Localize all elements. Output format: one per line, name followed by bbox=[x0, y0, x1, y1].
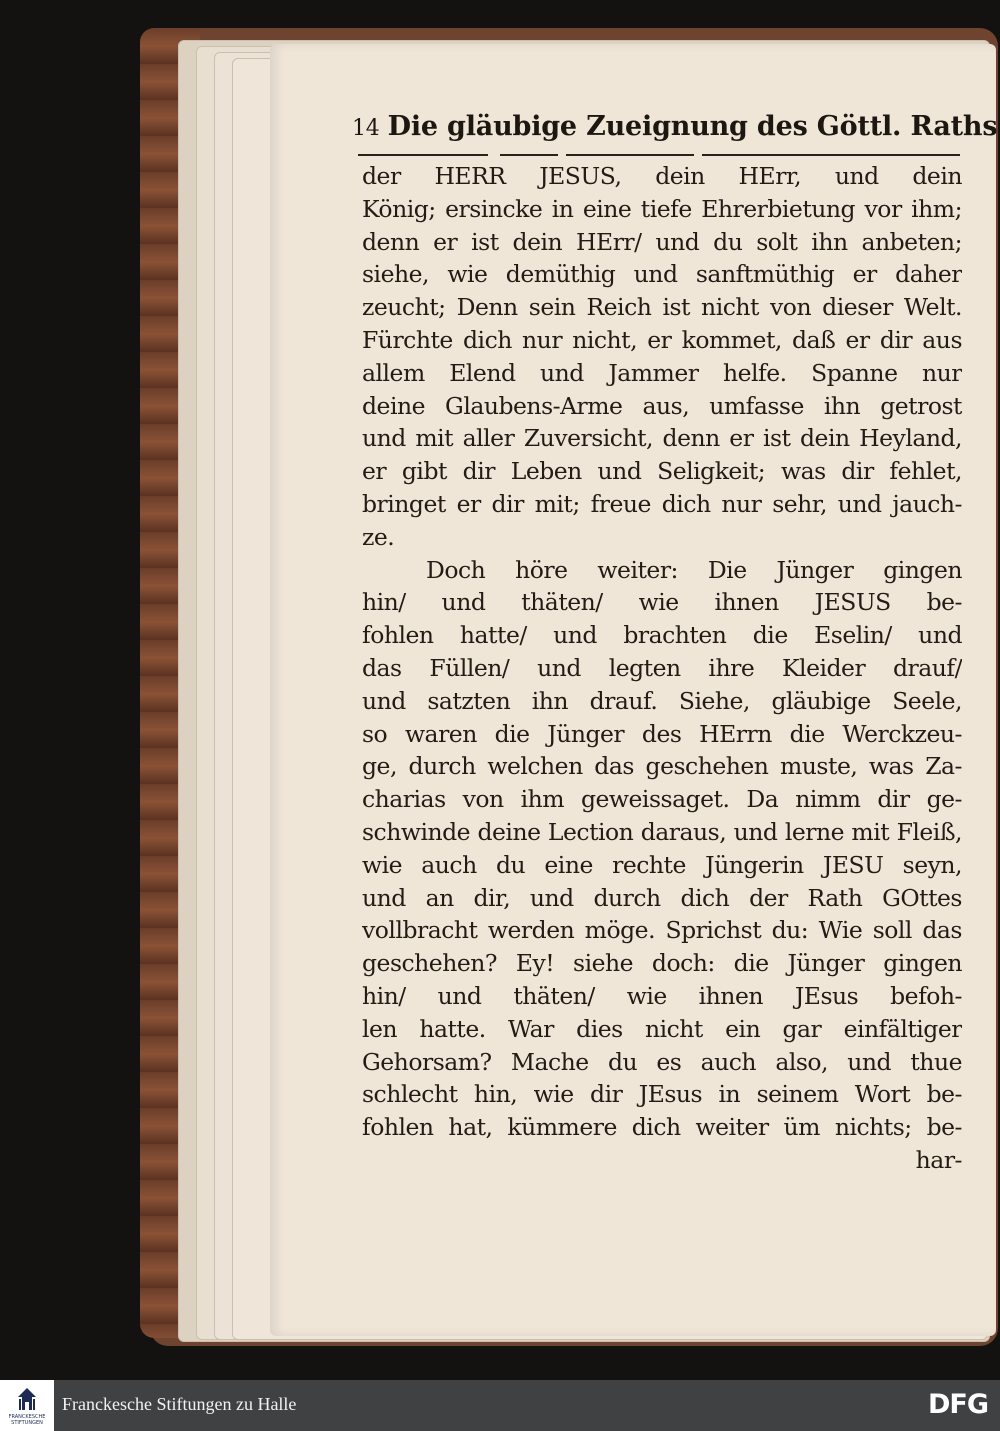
text-line: so waren die Jünger des HErrn die Werckzeu- bbox=[362, 719, 962, 748]
page-text bbox=[362, 160, 962, 1177]
header-rule bbox=[702, 154, 960, 156]
logo-caption: FRANCKESCHE STIFTUNGEN bbox=[8, 1414, 46, 1426]
text-line: König; ersincke in eine tiefe Ehrerbietung vor ihm; bbox=[362, 194, 962, 223]
text-line: geschehen? Ey! siehe doch: die Jünger gingen bbox=[362, 949, 962, 978]
text-line: fohlen hatte/ und brachten die Eselin/ und bbox=[362, 621, 962, 650]
text-line: der HERR JESUS, dein HErr, und dein bbox=[362, 162, 962, 190]
text-line: Gehorsam? Mache du es auch also, und thue bbox=[362, 1047, 962, 1076]
text-line: deine Glaubens-Arme aus, umfasse ihn getrost bbox=[362, 391, 962, 420]
running-title: Die gläubige Zueignung des Göttl. Raths bbox=[387, 111, 998, 142]
institution-name-link[interactable]: Franckesche Stiftungen zu Halle bbox=[62, 1394, 297, 1414]
institution-logo[interactable] bbox=[0, 1380, 54, 1431]
text-line: das Füllen/ und legten ihre Kleider drauf/ bbox=[362, 653, 962, 682]
text-line: fohlen hat, kümmere dich weiter üm nichts; be- bbox=[362, 1113, 962, 1142]
page-header bbox=[352, 111, 998, 151]
text-line: bringet er dir mit; freue dich nur sehr, und jauch- bbox=[362, 489, 962, 518]
text-line: und an dir, und durch dich der Rath GOttes bbox=[362, 883, 962, 912]
text-line: charias von ihm geweissaget. Da nimm dir ge- bbox=[362, 785, 962, 814]
text-line: ge, durch welchen das geschehen muste, was Za- bbox=[362, 752, 962, 781]
text-line: denn er ist dein HErr/ und du solt ihn anbeten; bbox=[362, 227, 962, 256]
dfg-logo[interactable]: DFG bbox=[927, 1389, 988, 1420]
institution-logo-icon bbox=[14, 1386, 40, 1412]
text-line: Fürchte dich nur nicht, er kommet, daß er dir aus bbox=[362, 325, 962, 354]
viewer-footer-bar bbox=[0, 1380, 1000, 1431]
text-line: siehe, wie demüthig und sanftmüthig er daher bbox=[362, 260, 962, 289]
text-line: schlecht hin, wie dir JEsus in seinem Wort be- bbox=[362, 1080, 962, 1109]
header-rule bbox=[566, 154, 694, 156]
text-line: schwinde deine Lection daraus, und lerne mit Fleiß, bbox=[362, 817, 962, 846]
text-line: hin/ und thäten/ wie ihnen JEsus befoh- bbox=[362, 981, 962, 1010]
text-line: zeucht; Denn sein Reich ist nicht von dieser Welt. bbox=[362, 293, 962, 322]
text-line: und satzten ihn drauf. Siehe, gläubige Seele, bbox=[362, 686, 962, 715]
text-line: allem Elend und Jammer helfe. Spanne nur bbox=[362, 358, 962, 387]
text-line: hin/ und thäten/ wie ihnen JESUS be- bbox=[362, 588, 962, 617]
text-line-indented: Doch höre weiter: Die Jünger gingen bbox=[426, 555, 962, 584]
text-line: len hatte. War dies nicht ein gar einfältiger bbox=[362, 1014, 962, 1043]
text-line: er gibt dir Leben und Seligkeit; was dir fehlet, bbox=[362, 457, 962, 486]
header-rule bbox=[500, 154, 558, 156]
text-line: ze. bbox=[362, 522, 395, 551]
text-line: wie auch du eine rechte Jüngerin JESU seyn, bbox=[362, 850, 962, 879]
text-line: vollbracht werden möge. Sprichst du: Wie soll das bbox=[362, 916, 962, 945]
header-rule bbox=[358, 154, 488, 156]
catchword: har- bbox=[915, 1145, 962, 1174]
text-line: und mit aller Zuversicht, denn er ist dein Heyland, bbox=[362, 424, 962, 453]
page-number: 14 bbox=[352, 116, 380, 141]
